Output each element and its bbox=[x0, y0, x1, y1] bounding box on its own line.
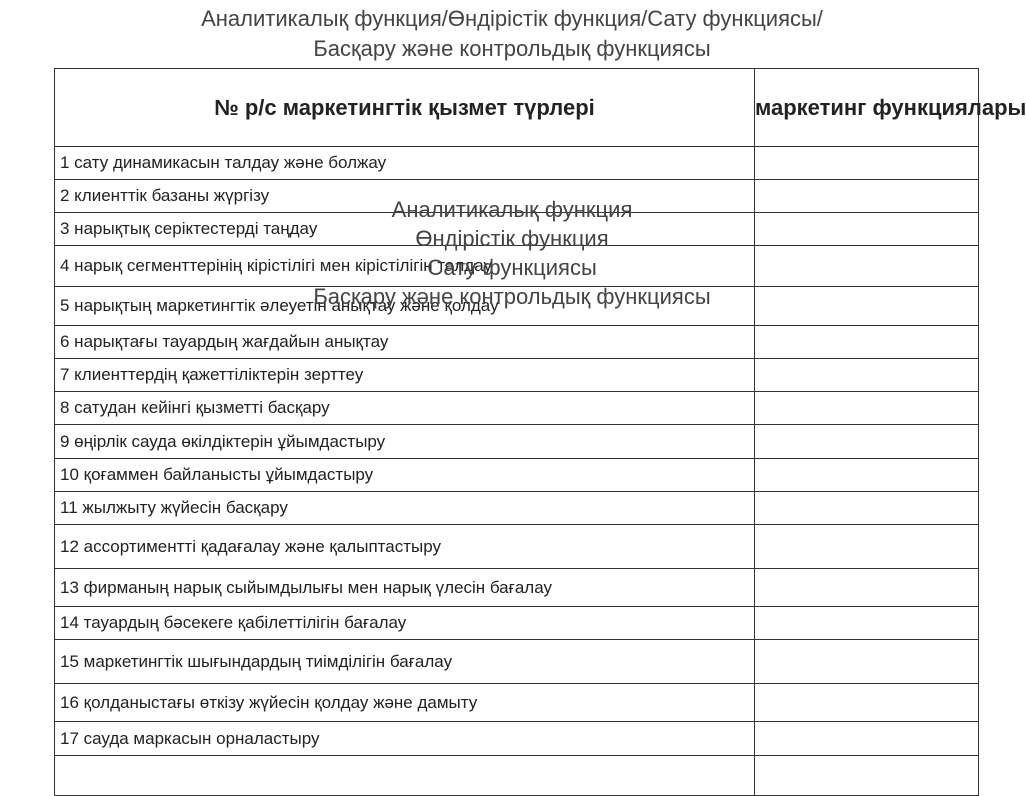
table-row bbox=[55, 326, 979, 359]
function-cell[interactable] bbox=[755, 569, 979, 607]
table-row bbox=[55, 492, 979, 525]
function-cell[interactable] bbox=[755, 180, 979, 213]
function-cell[interactable] bbox=[755, 246, 979, 287]
title-line-1: Аналитикалық функция/Өндірістік функция/Сату функциясы/ bbox=[201, 6, 823, 31]
table-row bbox=[55, 459, 979, 492]
row-label: 5 нарықтың маркетингтік әлеуетін анықтау және қолдау bbox=[55, 287, 755, 326]
function-cell[interactable] bbox=[755, 640, 979, 684]
table-row bbox=[55, 180, 979, 213]
table-row bbox=[55, 246, 979, 287]
header-marketing-functions: маркетинг функциялары bbox=[755, 69, 979, 147]
table-row bbox=[55, 722, 979, 756]
row-label: 6 нарықтағы тауардың жағдайын анықтау bbox=[55, 326, 755, 359]
overlay-line-3: Сату функциясы bbox=[427, 255, 597, 280]
function-cell[interactable] bbox=[755, 684, 979, 722]
row-label: 9 өңірлік сауда өкілдіктерін ұйымдастыру bbox=[55, 425, 755, 459]
overlay-line-2: Өндірістік функция bbox=[415, 226, 609, 251]
row-label-partial bbox=[55, 756, 755, 796]
function-cell[interactable] bbox=[755, 326, 979, 359]
table-row bbox=[55, 569, 979, 607]
row-label: 16 қолданыстағы өткізу жүйесін қолдау және дамыту bbox=[55, 684, 755, 722]
function-cell[interactable] bbox=[755, 459, 979, 492]
table-row bbox=[55, 147, 979, 180]
row-label: 12 ассортиментті қадағалау және қалыптастыру bbox=[55, 525, 755, 569]
marketing-functions-table bbox=[54, 68, 1026, 796]
table-row bbox=[55, 684, 979, 722]
table-row bbox=[55, 213, 979, 246]
table-row bbox=[55, 359, 979, 392]
table-row bbox=[55, 607, 979, 640]
row-label: 4 нарық сегменттерінің кірістілігі мен кірістілігін талдау bbox=[55, 246, 755, 287]
row-label: 17 сауда маркасын орналастыру bbox=[55, 722, 755, 756]
table-row-partial bbox=[55, 756, 979, 796]
row-label: 14 тауардың бәсекеге қабілеттілігін бағалау bbox=[55, 607, 755, 640]
function-cell[interactable] bbox=[755, 213, 979, 246]
table-row bbox=[55, 425, 979, 459]
row-label: 3 нарықтық серіктестерді таңдау bbox=[55, 213, 755, 246]
slide-title bbox=[0, 4, 1024, 64]
table-row bbox=[55, 392, 979, 425]
row-label: 7 клиенттердің қажеттіліктерін зерттеу bbox=[55, 359, 755, 392]
row-label: 15 маркетингтік шығындардың тиімділігін бағалау bbox=[55, 640, 755, 684]
function-cell[interactable] bbox=[755, 147, 979, 180]
function-cell[interactable] bbox=[755, 756, 979, 796]
row-label: 13 фирманың нарық сыйымдылығы мен нарық үлесін бағалау bbox=[55, 569, 755, 607]
row-label: 10 қоғаммен байланысты ұйымдастыру bbox=[55, 459, 755, 492]
overlay-line-1: Аналитикалық функция bbox=[391, 197, 633, 222]
function-cell[interactable] bbox=[755, 492, 979, 525]
header-service-types: № р/с маркетингтік қызмет түрлері bbox=[55, 69, 755, 147]
title-line-2: Басқару және контрольдық функциясы bbox=[313, 36, 711, 61]
table-row bbox=[55, 525, 979, 569]
function-cell[interactable] bbox=[755, 722, 979, 756]
table-row bbox=[55, 287, 979, 326]
row-label: 1 сату динамикасын талдау және болжау bbox=[55, 147, 755, 180]
function-cell[interactable] bbox=[755, 425, 979, 459]
row-label: 11 жылжыту жүйесін басқару bbox=[55, 492, 755, 525]
function-cell[interactable] bbox=[755, 359, 979, 392]
function-cell[interactable] bbox=[755, 525, 979, 569]
row-label: 2 клиенттік базаны жүргізу bbox=[55, 180, 755, 213]
table-header-row bbox=[55, 69, 979, 147]
function-cell[interactable] bbox=[755, 392, 979, 425]
function-cell[interactable] bbox=[755, 287, 979, 326]
overlay-line-4: Басқару және контрольдық функциясы bbox=[313, 284, 711, 309]
row-label: 8 сатудан кейінгі қызметті басқару bbox=[55, 392, 755, 425]
table-row bbox=[55, 640, 979, 684]
function-cell[interactable] bbox=[755, 607, 979, 640]
